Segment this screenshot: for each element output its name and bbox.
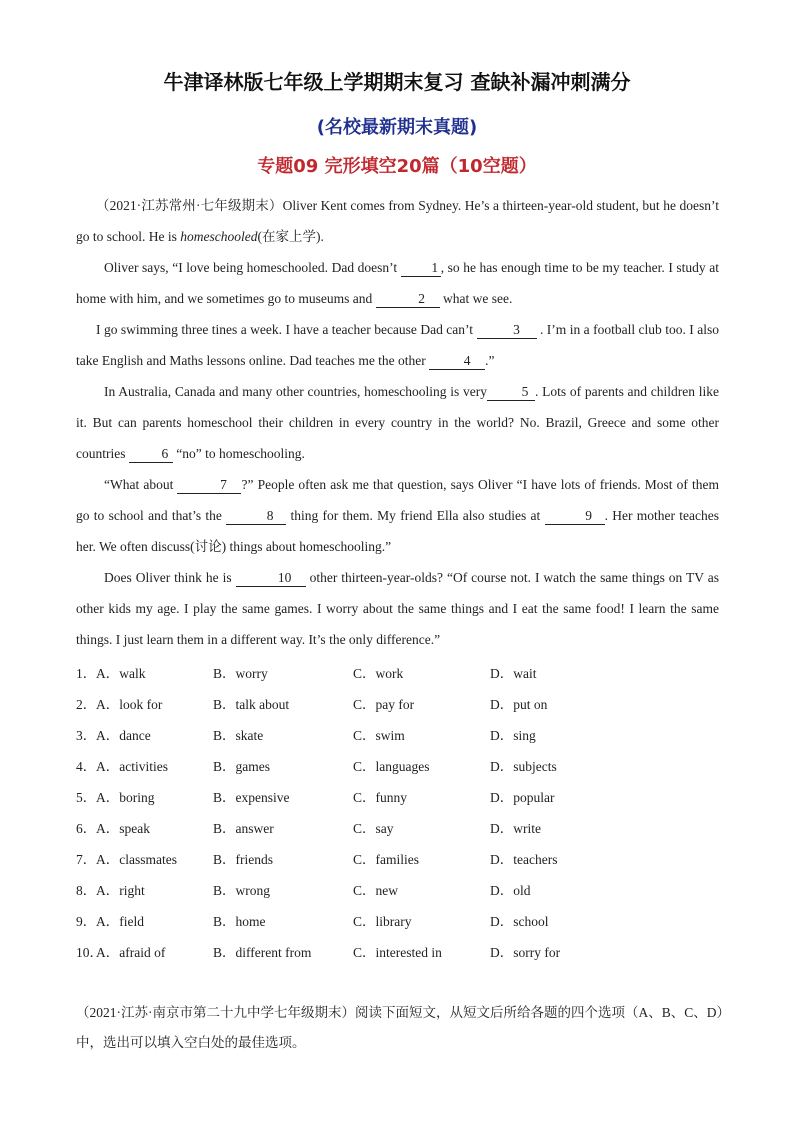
question-number: 3． bbox=[76, 727, 97, 743]
passage-paragraph-2: Oliver says, “I love being homeschooled. Dad doesn’t 1 , so he has enough time to be my teacher. I study at home with him, and we sometimes go to museums and 2 what we see. bbox=[76, 260, 719, 306]
option-a: A．right bbox=[96, 883, 145, 899]
question-row bbox=[76, 843, 719, 874]
option-d: D．teachers bbox=[490, 852, 558, 868]
question-row bbox=[76, 811, 719, 842]
option-a: A．activities bbox=[96, 758, 168, 774]
option-c: C．interested in bbox=[353, 945, 442, 961]
option-c: C．languages bbox=[353, 758, 430, 774]
option-c: C．new bbox=[353, 883, 398, 899]
option-d: D．wait bbox=[490, 665, 537, 681]
question-row bbox=[76, 905, 719, 936]
blank-8: 8 bbox=[226, 508, 286, 525]
document-subtitle: (名校最新期末真题) bbox=[316, 117, 478, 138]
question-number: 5． bbox=[76, 789, 97, 805]
option-b: B．skate bbox=[213, 727, 264, 743]
option-d: D．subjects bbox=[490, 758, 557, 774]
cloze-passage bbox=[76, 190, 719, 655]
italic-term: homeschooled bbox=[180, 229, 258, 244]
option-d: D．popular bbox=[490, 789, 555, 805]
option-c: C．pay for bbox=[353, 696, 415, 712]
question-number: 1． bbox=[76, 665, 97, 681]
source-note: （2021·江苏常州·七年级期末） bbox=[96, 198, 283, 213]
question-number: 9． bbox=[76, 914, 97, 930]
option-a: A．dance bbox=[96, 727, 151, 743]
document-title: 牛津译林版七年级上学期期末复习 查缺补漏冲刺满分 bbox=[163, 70, 631, 94]
blank-6: 6 bbox=[129, 446, 173, 463]
next-section-text: （2021·江苏·南京市第二十九中学七年级期末）阅读下面短文，从短文后所给各题的四个选项（A、B、C、D）中，选出可以填入空白处的最佳选项。 bbox=[76, 1005, 724, 1050]
question-number: 2． bbox=[76, 696, 97, 712]
blank-2: 2 bbox=[376, 291, 440, 308]
option-a: A．field bbox=[96, 914, 144, 930]
blank-7: 7 bbox=[177, 477, 241, 494]
option-c: C．funny bbox=[353, 789, 407, 805]
question-row bbox=[76, 780, 719, 811]
answer-options bbox=[76, 656, 719, 967]
question-row bbox=[76, 718, 719, 749]
option-d: D．write bbox=[490, 821, 541, 837]
blank-1: 1 bbox=[401, 260, 441, 277]
blank-10: 10 bbox=[236, 570, 306, 587]
option-d: D．put on bbox=[490, 696, 548, 712]
question-row bbox=[76, 687, 719, 718]
option-a: A．walk bbox=[96, 665, 146, 681]
option-b: B．talk about bbox=[213, 696, 290, 712]
option-b: B．worry bbox=[213, 665, 268, 681]
option-b: B．answer bbox=[213, 821, 274, 837]
question-row bbox=[76, 936, 719, 967]
option-a: A．afraid of bbox=[96, 945, 166, 961]
passage-paragraph-4: In Australia, Canada and many other countries, homeschooling is very 5 . Lots of parents and children like it. But can parents homeschool their children in every country in the world? No. Brazil, Greece and some other countries 6 “no” to homeschooling. bbox=[76, 384, 719, 461]
question-number: 8． bbox=[76, 883, 97, 899]
option-a: A．boring bbox=[96, 789, 155, 805]
question-number: 7． bbox=[76, 852, 97, 868]
option-c: C．say bbox=[353, 821, 394, 837]
passage-paragraph-1: （2021·江苏常州·七年级期末）Oliver Kent comes from Sydney. He’s a thirteen-year-old student, but he doesn’t go to school. He is homeschooled(在家上学). bbox=[76, 198, 719, 244]
blank-3: 3 bbox=[477, 322, 537, 339]
option-b: B．friends bbox=[213, 852, 273, 868]
option-b: B．wrong bbox=[213, 883, 270, 899]
option-b: B．different from bbox=[213, 945, 312, 961]
option-a: A．classmates bbox=[96, 852, 177, 868]
passage-paragraph-5: “What about 7 ?” People often ask me that question, says Oliver “I have lots of friends. Most of them go to school and that’s the 8 thing for them. My friend Ella also studies at 9 . Her mother teaches her. We often discuss(讨论) things about homeschooling.” bbox=[76, 477, 719, 554]
question-number: 6． bbox=[76, 821, 97, 837]
question-row bbox=[76, 749, 719, 780]
topic-heading: 专题09 完形填空20篇（10空题） bbox=[257, 156, 537, 177]
option-c: C．work bbox=[353, 665, 404, 681]
question-row bbox=[76, 656, 719, 687]
next-section-intro bbox=[76, 998, 726, 1058]
question-number: 10． bbox=[76, 945, 103, 961]
option-b: B．home bbox=[213, 914, 266, 930]
option-b: B．games bbox=[213, 758, 270, 774]
option-d: D．old bbox=[490, 883, 531, 899]
blank-5: 5 bbox=[487, 384, 535, 401]
option-d: D．sorry for bbox=[490, 945, 561, 961]
option-d: D．sing bbox=[490, 727, 536, 743]
option-a: A．look for bbox=[96, 696, 163, 712]
option-c: C．library bbox=[353, 914, 412, 930]
question-row bbox=[76, 874, 719, 905]
blank-9: 9 bbox=[545, 508, 605, 525]
question-number: 4． bbox=[76, 758, 97, 774]
passage-paragraph-6: Does Oliver think he is 10 other thirteen-year-olds? “Of course not. I watch the same things on TV as other kids my age. I play the same games. I worry about the same things and I eat the same food! I learn the same things. I just learn them in a different way. It’s the only difference.” bbox=[76, 570, 720, 647]
option-d: D．school bbox=[490, 914, 549, 930]
option-b: B．expensive bbox=[213, 789, 290, 805]
option-c: C．swim bbox=[353, 727, 405, 743]
passage-paragraph-3: I go swimming three tines a week. I have a teacher because Dad can’t 3 . I’m in a football club too. I also take English and Maths lessons online. Dad teaches me the other 4 .” bbox=[76, 322, 719, 368]
option-a: A．speak bbox=[96, 821, 150, 837]
blank-4: 4 bbox=[429, 353, 485, 370]
option-c: C．families bbox=[353, 852, 419, 868]
